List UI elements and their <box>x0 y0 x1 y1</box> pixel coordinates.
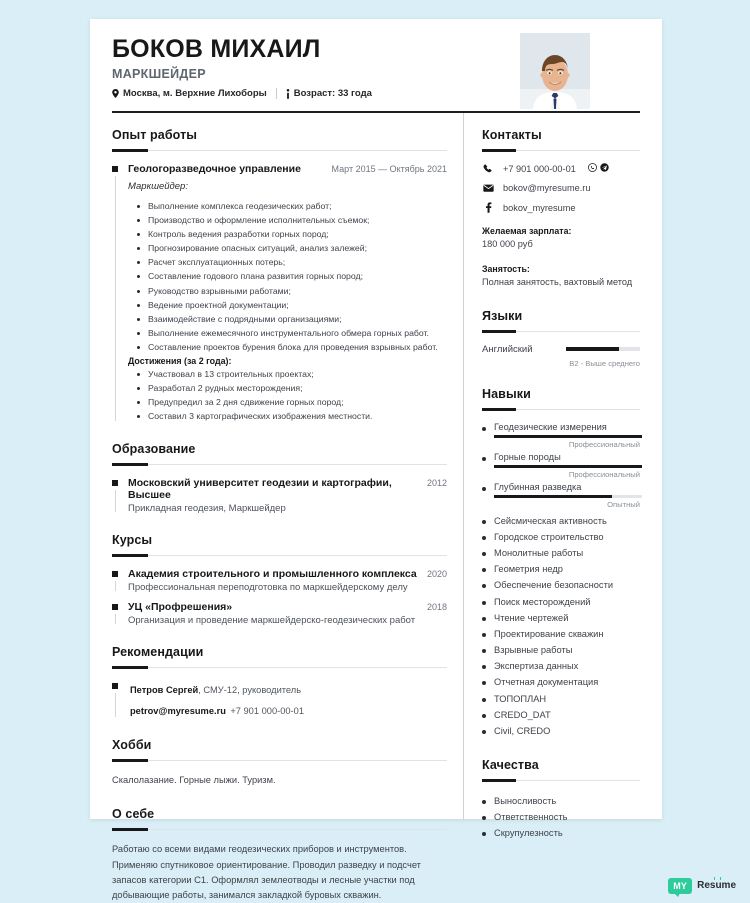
spacer <box>112 426 447 442</box>
sidebar-column <box>463 113 662 839</box>
resume-page <box>90 19 662 900</box>
section-experience <box>112 128 447 423</box>
list-item: Чтение чертежей <box>482 610 640 626</box>
job-title: МАРКШЕЙДЕР <box>112 67 206 82</box>
section-recommendations <box>112 645 447 719</box>
logo-text: Resume <box>697 880 736 892</box>
telegram-icon[interactable] <box>600 163 609 174</box>
salary-block <box>482 226 640 251</box>
language-name: Английский <box>482 343 533 355</box>
section-heading: Курсы <box>112 533 153 548</box>
list-item: Обеспечение безопасности <box>482 577 640 593</box>
section-education <box>112 442 447 514</box>
section-about <box>112 807 447 902</box>
list-item: Отчетная документация <box>482 674 640 690</box>
list-item: Расчет эксплуатационных потерь; <box>128 255 447 269</box>
section-underline <box>112 829 447 830</box>
entry-detail: Профессиональная переподготовка по маркшейдерскому делу <box>128 582 408 594</box>
list-item: Составление годового плана развития горных пород; <box>128 269 447 283</box>
list-item: Экспертиза данных <box>482 658 640 674</box>
section-contacts <box>482 128 640 290</box>
entry-role: Маркшейдер: <box>128 181 188 192</box>
section-heading: Навыки <box>482 386 531 401</box>
salary-value: 180 000 руб <box>482 239 533 249</box>
list-item: Городское строительство <box>482 529 640 545</box>
section-languages <box>482 309 640 368</box>
entry-detail: Организация и проведение маркшейдерско-геодезических работ <box>128 615 416 627</box>
section-underline <box>112 555 447 556</box>
spacer <box>482 293 640 309</box>
course-entry <box>112 568 447 593</box>
skill-name: Горные породы <box>482 452 640 462</box>
list-item: Выполнение комплекса геодезических работ; <box>128 199 447 213</box>
skill-level-label: Профессиональный <box>568 469 640 479</box>
section-hobbies <box>112 738 447 788</box>
list-item: Монолитные работы <box>482 545 640 561</box>
email-address[interactable]: bokov@myresume.ru <box>503 183 591 193</box>
age-text: Возраст: 33 года <box>293 88 372 100</box>
language-level-bar <box>566 347 640 351</box>
skill-level-label: Профессиональный <box>568 439 640 449</box>
section-underline <box>112 760 447 761</box>
skill-name: Геодезические измерения <box>482 422 640 432</box>
list-item: Civil, CREDO <box>482 723 640 739</box>
spacer <box>112 629 447 645</box>
spacer <box>112 517 447 533</box>
list-item: Взаимодействие с подрядными организациями; <box>128 312 447 326</box>
recommendation-entry <box>112 680 447 719</box>
entry-header <box>128 477 447 501</box>
section-underline <box>112 150 447 151</box>
section-heading: Рекомендации <box>112 645 204 660</box>
course-entry <box>112 601 447 626</box>
list-item: Ответственность <box>482 809 640 825</box>
list-item: Поиск месторождений <box>482 594 640 610</box>
section-skills <box>482 387 640 739</box>
spacer <box>112 791 447 807</box>
entry-date: 2018 <box>426 602 447 613</box>
section-heading: Языки <box>482 308 523 323</box>
list-item: Составление проектов бурения блока для проведения взрывных работ. <box>128 340 447 354</box>
contact-phone-row[interactable] <box>482 163 640 174</box>
spacer <box>482 371 640 387</box>
list-item: Сейсмическая активность <box>482 513 640 529</box>
employment-block <box>482 264 640 289</box>
section-heading: О себе <box>112 807 155 822</box>
section-heading: Образование <box>112 442 196 457</box>
entry-detail: Прикладная геодезия, Маркшейдер <box>128 503 286 515</box>
section-qualities <box>482 758 640 842</box>
resume-header <box>90 19 662 113</box>
skill-level-bar <box>494 465 642 468</box>
list-item: Взрывные работы <box>482 642 640 658</box>
meta-divider <box>276 88 277 99</box>
recommender-phone[interactable]: +7 901 000-00-01 <box>230 706 304 717</box>
recommender-position: , СМУ-12, руководитель <box>198 685 302 696</box>
envelope-icon <box>482 184 494 192</box>
section-heading: Контакты <box>482 128 542 142</box>
recommender-email[interactable]: petrov@myresume.ru <box>130 706 226 717</box>
about-text: Работаю со всеми видами геодезических приборов и инструментов. Применяю спутниковое ориентирование. Проводил разведку и подсчет запасов категории С1. Оформлял землеотводы и лесные участки под добывающие работы, занимался закладкой буровых скважин. <box>112 844 421 900</box>
list-item: Разработал 2 рудных месторождения; <box>128 381 447 395</box>
entry-organization: Геологоразведочное управление <box>128 163 301 175</box>
section-heading: Качества <box>482 758 539 773</box>
spacer <box>482 742 640 758</box>
employment-label: Занятость: <box>482 264 530 275</box>
list-item: Предупредил за 2 дня сдвижение горных пород; <box>128 395 447 409</box>
skill-item <box>482 422 640 449</box>
location-meta <box>112 88 267 99</box>
list-item: Составил 3 картографических изображения местности. <box>128 409 447 423</box>
messenger-icons[interactable] <box>588 163 609 174</box>
entry-date: Март 2015 — Октябрь 2021 <box>331 164 447 174</box>
list-item: Скрупулезность <box>482 825 640 841</box>
language-row <box>482 344 640 355</box>
section-heading: Опыт работы <box>112 128 198 142</box>
logo-badge: MY <box>668 878 692 895</box>
list-item: Участвовал в 13 строительных проектах; <box>128 367 447 381</box>
entry-header <box>128 568 447 580</box>
header-divider <box>112 111 640 113</box>
section-underline <box>482 150 640 151</box>
language-level-label: B2 - Выше среднего <box>569 358 640 368</box>
map-pin-icon <box>112 89 119 98</box>
list-item: Ведение проектной документации; <box>128 298 447 312</box>
list-item: ТОПОПЛАН <box>482 691 640 707</box>
skill-level-bar <box>494 435 642 438</box>
facebook-icon <box>482 202 494 213</box>
list-item: Выполнение ежемесячного инструментального обмера горных работ. <box>128 326 447 340</box>
skills-plain-list <box>482 513 640 739</box>
page-title: БОКОВ МИХАИЛ <box>112 35 321 63</box>
achievements-list <box>128 367 447 423</box>
spacer <box>112 722 447 738</box>
entry-organization: Академия строительного и промышленного комплекса <box>128 568 417 581</box>
recommendation-line-1 <box>130 680 447 698</box>
entry-organization: УЦ «Профрешения» <box>128 601 233 614</box>
entry-header <box>128 163 447 175</box>
location-text: Москва, м. Верхние Лихоборы <box>123 88 267 100</box>
facebook-handle[interactable]: bokov_myresume <box>503 202 576 213</box>
contact-email-row[interactable] <box>482 183 640 193</box>
entry-date: 2012 <box>426 478 447 489</box>
whatsapp-icon[interactable] <box>588 163 597 174</box>
list-item: Прогнозирование опасных ситуаций, анализ залежей; <box>128 241 447 255</box>
section-underline <box>112 464 447 465</box>
phone-number[interactable]: +7 901 000-00-01 <box>503 163 576 174</box>
list-item: Проектирование скважин <box>482 626 640 642</box>
entry-organization: Московский университет геодезии и картографии, Высшее <box>128 477 392 502</box>
avatar <box>520 33 590 109</box>
list-item: Контроль ведения разработки горных пород; <box>128 227 447 241</box>
list-item: Выносливость <box>482 793 640 809</box>
skill-name: Глубинная разведка <box>482 482 640 492</box>
info-icon <box>286 89 290 99</box>
salary-label: Желаемая зарплата: <box>482 226 572 236</box>
employment-value: Полная занятость, вахтовый метод <box>482 277 633 288</box>
section-heading: Хобби <box>112 738 152 753</box>
list-item: CREDO_DAT <box>482 707 640 723</box>
language-item <box>482 344 640 368</box>
myresume-logo[interactable] <box>668 878 736 895</box>
section-underline <box>112 667 447 668</box>
experience-entry <box>112 163 447 423</box>
education-entry <box>112 477 447 514</box>
entry-date: 2020 <box>426 569 447 580</box>
entry-header <box>128 601 447 613</box>
contact-facebook-row[interactable] <box>482 202 640 213</box>
list-item: Руководство взрывными работами; <box>128 284 447 298</box>
section-underline <box>482 409 640 410</box>
list-item: Производство и оформление исполнительных съемок; <box>128 213 447 227</box>
skill-level-label: Опытный <box>607 499 640 509</box>
skill-level-bar <box>494 495 642 498</box>
list-item: Геометрия недр <box>482 561 640 577</box>
qualities-list <box>482 793 640 842</box>
achievements-title: Достижения (за 2 года): <box>128 356 232 367</box>
main-column <box>90 113 463 900</box>
recommendation-line-2 <box>130 701 447 719</box>
recommender-name: Петров Сергей <box>130 685 199 696</box>
duties-list <box>128 199 447 354</box>
section-courses <box>112 533 447 626</box>
skill-item <box>482 482 640 509</box>
section-underline <box>482 331 640 332</box>
section-underline <box>482 780 640 781</box>
phone-icon <box>482 164 494 174</box>
skill-item <box>482 452 640 479</box>
age-meta <box>286 88 372 99</box>
hobbies-text: Скалолазание. Горные лыжи. Туризм. <box>112 775 276 786</box>
resume-body <box>90 113 662 900</box>
